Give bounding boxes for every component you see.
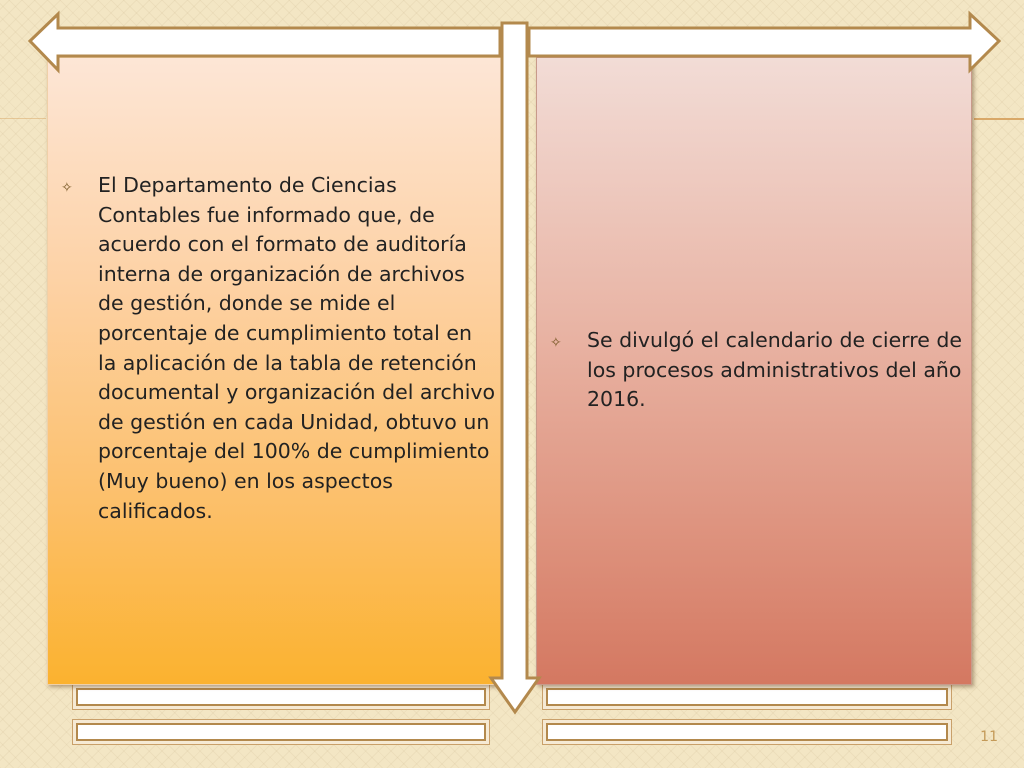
diamond-star-bullet-icon: ✧ xyxy=(550,335,562,351)
right-panel-text: Se divulgó el calendario de cierre de los procesos administrativos del año 2016. xyxy=(587,328,962,412)
left-panel-text: El Departamento de Ciencias Contables fue informado que, de acuerdo con el formato de auditoría interna de organización de archivos de gestión, donde se mide el porcentaje de cumplimiento total en la aplicación de la tabla de retención documental y organización del archivo de gestión en cada Unidad, obtuvo un porcentaje del 100% de cumplimiento (Muy bueno) en los aspectos calificados. xyxy=(98,173,496,523)
slide-number: 11 xyxy=(980,729,998,745)
right-arrow-icon xyxy=(529,14,999,70)
down-arrow-icon xyxy=(491,23,539,712)
left-arrow-icon xyxy=(30,14,500,70)
diamond-star-bullet-icon: ✧ xyxy=(61,180,73,196)
